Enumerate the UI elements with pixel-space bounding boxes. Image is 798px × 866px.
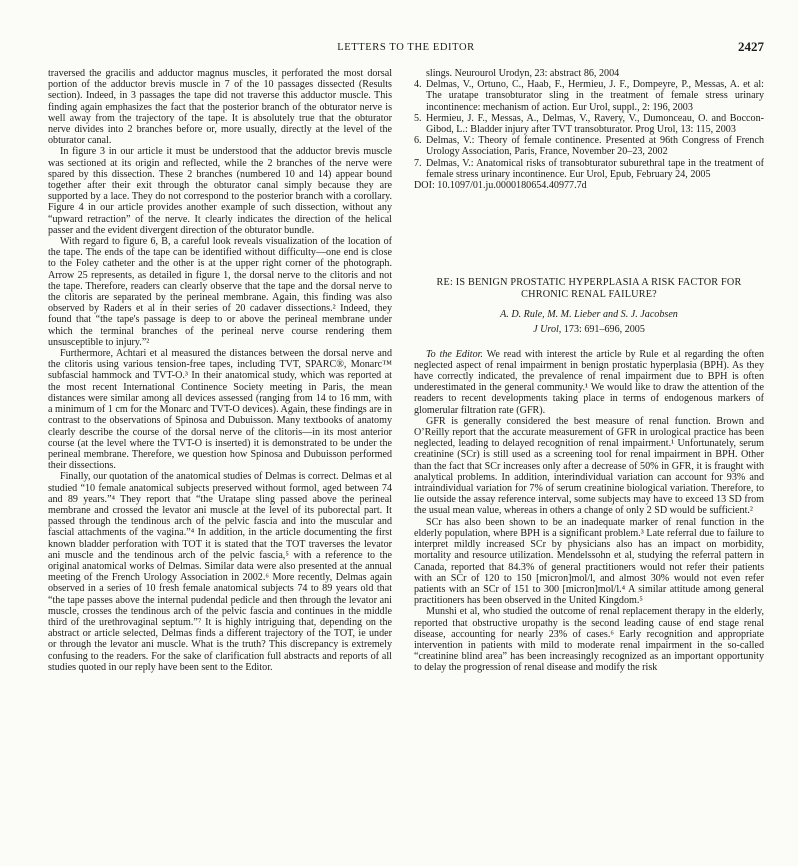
reference-continuation (414, 68, 764, 79)
reference-text: Hermieu, J. F., Messas, A., Delmas, V., Ravery, V., Dumonceau, O. and Boccon-Gibod, L.: Bladder injury after TVT transobturator. Prog Urol, 13: 115, 2003 (426, 112, 764, 136)
reference-text: slings. Neurourol Urodyn, 23: abstract 86, 2004 (426, 68, 620, 79)
left-column (48, 68, 392, 673)
reference-item (414, 135, 764, 157)
reference-number: 5. (414, 112, 422, 124)
body-paragraph: Finally, our quotation of the anatomical studies of Delmas is correct. Delmas et al studied “10 female anatomical subjects preserved without formol, aged between 74 and 89 years.”⁴ They report that “the Uratape sling passed above the perineal membrane and crossed the levator ani muscle at the level of its puborectal part. It passed through the tendinous arch of the pelvic fascia and into the muscular and fascial attachments of the vagina.”⁴ In addition, in the article documenting the first known bladder perforation with TOT it is stated that the TOT traverses the levator ani muscle and the tendinous arch of the pelvic fascia,⁵ with a reference to the original anatomical works of Delmas. Similar data were also presented at the annual meeting of the French Urology Association in 2002.⁶ More recently, Delmas again observed in a series of 10 fresh female anatomical subjects 74 to 89 years old that “the tape passes above the internal pudendal pedicle and then through the levator ani muscle, crosses the tendinous arch of the pelvic fascia and continues in the middle third of the urethrovaginal septum.”⁷ It is highly intriguing that, depending on the abstract or article selected, Delmas finds a different trajectory of the TOT, ie under or through the levator ani muscle. What is the truth? This discrepancy is extremely confusing to the readers. For the sake of clarification full abstracts and reports of all studies quoted in our reply have been sent to the Editor. (48, 471, 392, 673)
article-title: RE: IS BENIGN PROSTATIC HYPERPLASIA A RISK FACTOR FOR CHRONIC RENAL FAILURE? (436, 277, 742, 301)
reference-number: 4. (414, 79, 422, 91)
reference-item (414, 158, 764, 180)
reference-text: Delmas, V.: Anatomical risks of transobturator suburethral tape in the treatment of female stress urinary incontinence. Eur Urol, Epub, February 24, 2005 (426, 157, 764, 180)
body-paragraph: In figure 3 in our article it must be understood that the adductor brevis muscle was sectioned at its origin and reflected, while the 2 branches of the nerve were spared by this dissection. These 2 branches (numbered 10 and 14) appear bound together after their exit through the obturator canal simply because they are supported by a lace. They do not correspond to the posterior branch with a corollary. Figure 4 in our article provides another example of such dissection, without any “upward retraction” of the nerve. It clearly indicates the direction of the helical passer and the evident divergent direction of the obturator bundle. (48, 146, 392, 236)
reference-list (414, 68, 764, 180)
body-paragraph: SCr has also been shown to be an inadequate marker of renal function in the elderly population, where BPH is a significant problem.³ Late referral due to failure to interpret mildly increased SCr by physicians also has an impact on morbidity, mortality and resource utilization. Mendelssohn et al, studying the referral pattern in Canada, reported that 84.3% of general practitioners would not refer their patients with an SCr of 120 to 150 [micron]mol/l, and almost 30% would not even refer patients with an SCr of 151 to 300 [micron]mol/l.⁴ A similar attitude among general practitioners has been observed in the United Kingdom.⁵ (414, 516, 764, 607)
article-citation (414, 324, 764, 335)
running-header (48, 37, 764, 57)
reference-number: 7. (414, 157, 422, 169)
article-authors: A. D. Rule, M. M. Lieber and S. J. Jacobsen (500, 309, 678, 321)
body-paragraph: GFR is generally considered the best measure of renal function. Brown and O’Reilly report that the accurate measurement of GFR in urological practice has been neglected, leading to delayed recognition of renal impairment.¹ Unfortunately, serum creatinine (SCr) is still used as a screening tool for renal impairment in BPH. Other than the fact that SCr increases only after a decrease of 50% in GFR, it is fraught with analytical problems. In addition, interindividual variation can account for 93% and intraindividual variation for 7% of serum creatinine biological variation. Therefore, to lie outside the assay reference interval, some subjects may have to exceed 13 SD from the usual mean value, whereas in others a change of only 2 SD would be sufficient.² (414, 415, 764, 517)
reference-text: Delmas, V.: Theory of female continence. Presented at 96th Congress of French Urology Association, Paris, France, November 20–23, 2002 (426, 135, 764, 158)
letter-body (414, 349, 764, 674)
reference-text: Delmas, V., Ortuno, C., Haab, F., Hermieu, J. F., Dompeyre, P., Messas, A. et al: The uratape transobturator sling in the treatment of female stress urinary incontinence: mechanism of action. Eur Urol, suppl., 2: 196, 2003 (426, 79, 764, 113)
body-paragraph (414, 349, 764, 416)
right-column (414, 68, 764, 674)
body-paragraph: Munshi et al, who studied the outcome of renal replacement therapy in the elderly, reported that obstructive uropathy is the second leading cause of end stage renal disease, accounting for nearly 23% of cases.⁶ Early recognition and appropriate intervention in patients with mild to moderate renal impairment in the so-called “creatinine blind area” has been increasingly recognized as an important opportunity to delay the progression of renal disease and modify the risk (414, 606, 764, 674)
doi-line: DOI: 10.1097/01.ju.0000180654.40977.7d (414, 180, 587, 192)
paragraph-text: We read with interest the article by Rule et al regarding the often neglected aspect of renal impairment in benign prostatic hyperplasia (BPH). As they have correctly indicated, the prevalence of renal impairment due to BPH is often underestimated in the general community.¹ We would like to draw the attention of the readers to recent developments taking place in terms of endogenous markers of glomerular filtration rate (GFR). (414, 348, 765, 416)
editor-salutation: To the Editor. (426, 348, 483, 360)
journal-name: J Urol, (533, 324, 562, 336)
citation-details: 173: 691–696, 2005 (561, 324, 645, 336)
reference-item (414, 79, 764, 113)
running-title: LETTERS TO THE EDITOR (337, 42, 475, 53)
body-paragraph: With regard to figure 6, B, a careful look reveals visualization of the location of the tape. The ends of the tape can be identified without difficulty—one end is close to the Foley catheter and the other is at the upper right corner of the photograph. Arrow 25 represents, as detailed in figure 1, the dorsal nerve to the clitoris and not the tape. Therefore, readers can clearly observe that the tape and the dorsal nerve to the clitoris are separated by the perineal membrane. Again, this finding was also observed by Raders et al in their series of 20 cadaver dissections.² Indeed, they found that “the tape's passage is deep to or above the perineal membrane under which the terminal branches of the perineal nerve course rendering them unsusceptible to injury.”² (48, 236, 392, 348)
body-paragraph: traversed the gracilis and adductor magnus muscles, it perforated the most dorsal portion of the adductor brevis muscle in 7 of the 10 passages dissected (Results section). Indeed, in 3 passages the tape did not traverse this adductor muscle. This finding again emphasizes the fact that the posterior branch of the obturator nerve is well away from the trajectory of the tape. It is absolutely true that the obturator nerve divides into 2 branches before or, more usually, directly at the level of the obturator canal. (48, 68, 392, 147)
reference-item (414, 113, 764, 135)
body-paragraph: Furthermore, Achtari et al measured the distances between the dorsal nerve and the clitoris using various tension-free tapes, including TVT, SPARC®, Monarc™ subfascial hammock and TVT-O.³ In their anatomical study, which was reported at the most recent International Continence Society meeting in Paris, the mean distances were similar among all devices assessed (ranging from 14 to 16 mm, with a minimum of 1 cm for the Monarc and TVT-O devices). Again, these findings are in contrast to the observations of Spinosa and Dubuisson. Many textbooks of anatomy clearly describe the course of the dorsal nerve of the clitoris—in its most anterior course (at the level where the TVT-O is inserted) it is demonstrated to be under the perineal membrane. Therefore, we question how Spinosa and Dubuisson performed their dissections. (48, 348, 392, 472)
page-number: 2427 (738, 39, 764, 54)
reference-number: 6. (414, 135, 422, 147)
